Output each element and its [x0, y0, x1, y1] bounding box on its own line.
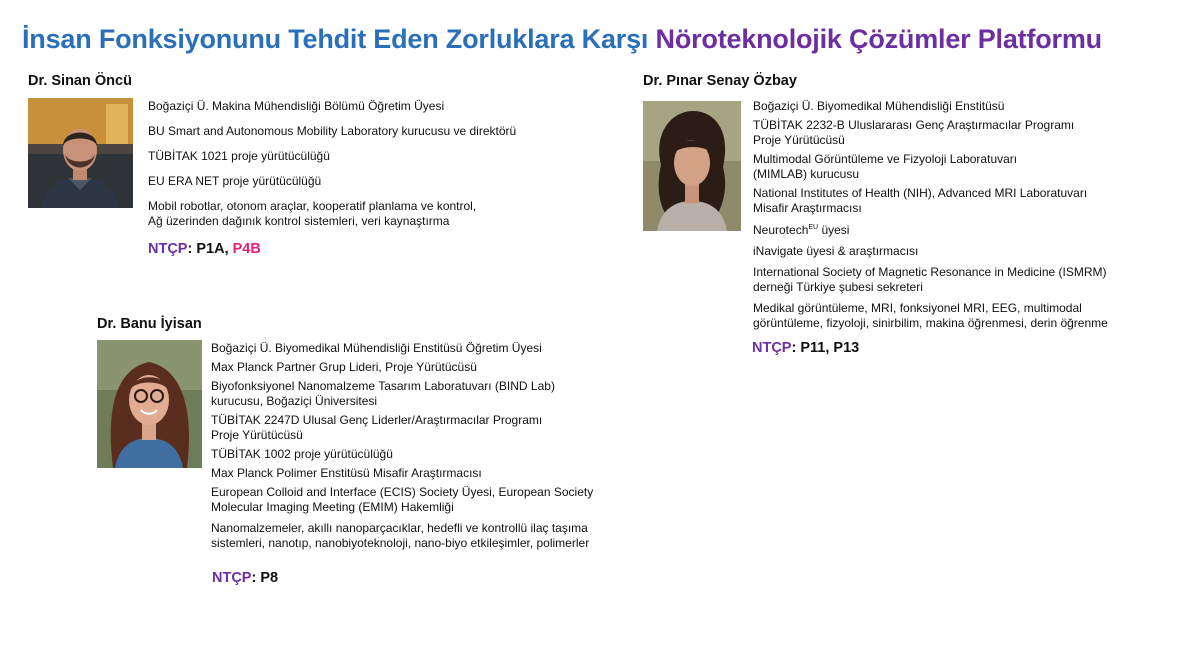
list-item: Boğaziçi Ü. Makina Mühendisliği Bölümü Öğretim Üyesi	[148, 99, 445, 113]
details-list-sinan	[148, 99, 516, 229]
list-item: Nanomalzemeler, akıllı nanoparçacıklar, hedefli ve kontrollü ilaç taşıma sistemleri, nanotıp, nanobiyoteknoloji, nano-biyo etkileşimler, polimerler	[211, 521, 590, 550]
ntcp-code-highlight: P4B	[232, 241, 261, 257]
list-item: TÜBİTAK 1002 proje yürütücülüğü	[211, 447, 393, 461]
title-part-1: İnsan Fonksiyonunu Tehdit Eden Zorluklara Karşı	[22, 24, 649, 54]
list-item: BU Smart and Autonomous Mobility Laboratory kurucusu ve direktörü	[148, 124, 517, 138]
list-item: National Institutes of Health (NIH), Advanced MRI Laboratuvarı Misafir Araştırmacısı	[753, 186, 1088, 215]
details-list-banu	[211, 341, 593, 551]
ntcp-label: NTÇP	[148, 241, 188, 257]
ntcp-code: P8	[260, 570, 279, 586]
title-part-2: Nöroteknolojik Çözümler Platformu	[655, 24, 1102, 54]
photo-banu	[97, 340, 202, 468]
list-item: Multimodal Görüntüleme ve Fizyoloji Laboratuvarı (MIMLAB) kurucusu	[753, 152, 1018, 181]
list-item: iNavigate üyesi & araştırmacısı	[753, 244, 919, 258]
list-item: Biyofonksiyonel Nanomalzeme Tasarım Laboratuvarı (BIND Lab) kurucusu, Boğaziçi Üniversitesi	[211, 379, 555, 408]
page-title	[22, 24, 1102, 55]
list-item: Boğaziçi Ü. Biyomedikal Mühendisliği Enstitüsü	[753, 99, 1005, 113]
list-item: Max Planck Partner Grup Lideri, Proje Yürütücüsü	[211, 360, 477, 374]
ntcp-pinar: NTÇP: P11, P13	[752, 340, 860, 356]
list-item: EU ERA NET proje yürütücülüğü	[148, 174, 322, 188]
list-item: Max Planck Polimer Enstitüsü Misafir Araştırmacısı	[211, 466, 482, 480]
list-item: TÜBİTAK 2232-B Uluslararası Genç Araştırmacılar Programı Proje Yürütücüsü	[753, 118, 1075, 147]
list-item: Mobil robotlar, otonom araçlar, kooperatif planlama ve kontrol, Ağ üzerinden dağınık kontrol sistemleri, veri kaynaştırma	[148, 199, 477, 228]
person-name-pinar: Dr. Pınar Senay Özbay	[643, 73, 797, 89]
ntcp-sinan: NTÇP: P1A, P4B	[148, 241, 261, 257]
list-item: Boğaziçi Ü. Biyomedikal Mühendisliği Enstitüsü Öğretim Üyesi	[211, 341, 542, 355]
list-item: Neurotech$^{EU}$ üyesi	[753, 223, 850, 237]
ntcp-code: P11, P13	[800, 340, 860, 356]
list-item: European Colloid and Interface (ECIS) Society Üyesi, European Society Molecular Imaging Meeting (EMIM) Hakemliği	[211, 485, 594, 514]
list-item: Medikal görüntüleme, MRI, fonksiyonel MRI, EEG, multimodal görüntüleme, fizyoloji, sinirbilim, makina öğrenmesi, derin öğrenme	[753, 301, 1108, 330]
list-item: TÜBİTAK 1021 proje yürütücülüğü	[148, 149, 330, 163]
person-name-banu: Dr. Banu İyisan	[97, 316, 202, 332]
ntcp-label: NTÇP	[752, 340, 792, 356]
photo-pinar	[643, 101, 741, 231]
person-name-sinan: Dr. Sinan Öncü	[28, 73, 132, 89]
ntcp-code: P1A	[196, 241, 225, 257]
list-item: TÜBİTAK 2247D Ulusal Genç Liderler/Araştırmacılar Programı Proje Yürütücüsü	[211, 413, 543, 442]
ntcp-banu: NTÇP: P8	[212, 570, 279, 586]
details-list-pinar	[753, 99, 1108, 331]
list-item: International Society of Magnetic Resonance in Medicine (ISMRM) derneği Türkiye şubesi sekreteri	[753, 265, 1107, 294]
photo-sinan	[28, 98, 133, 208]
ntcp-label: NTÇP	[212, 570, 252, 586]
